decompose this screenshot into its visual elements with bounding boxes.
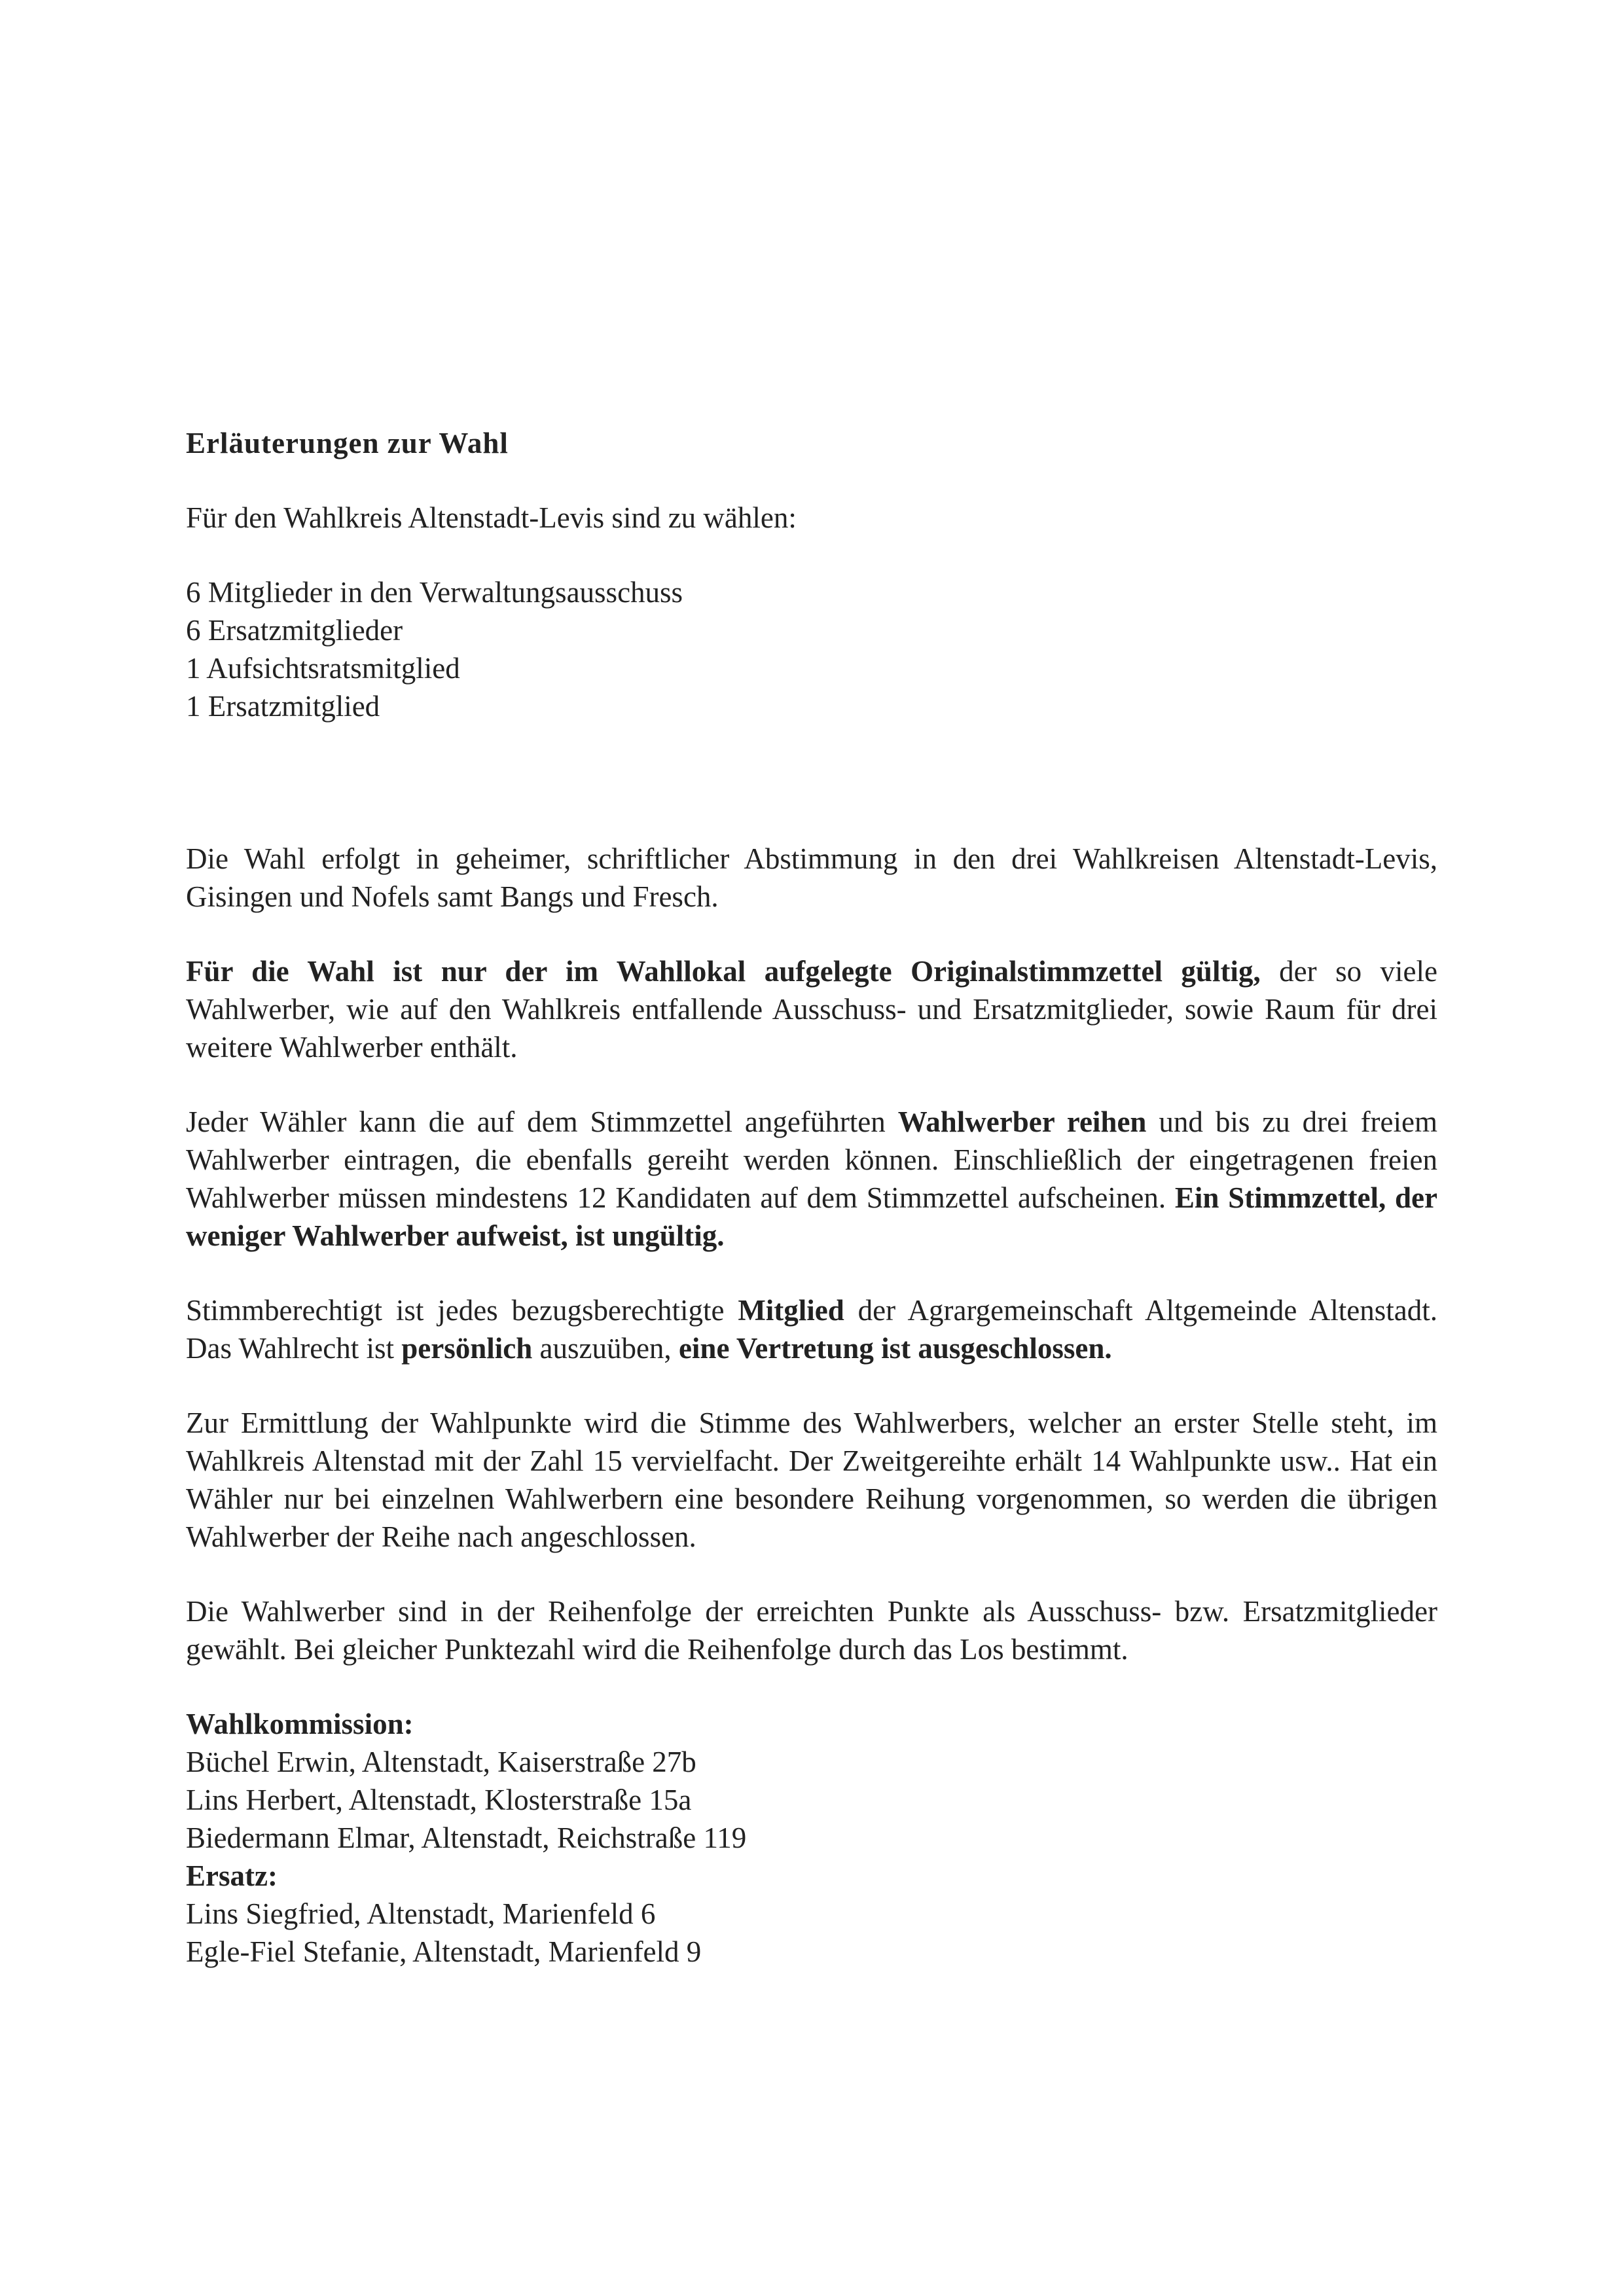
position-item: 6 Ersatzmitglieder (186, 614, 403, 647)
eligibility-text-2: der Agrargemeinschaft Altgemeinde Altenstadt. Das Wahlrecht ist (186, 1294, 1437, 1365)
eligibility-paragraph (186, 1291, 1437, 1367)
position-item: 1 Ersatzmitglied (186, 690, 380, 723)
ballot-validity-bold: Für die Wahl ist nur der im Wahllokal aufgelegte Originalstimmzettel gültig, (186, 955, 1261, 988)
eligibility-bold-1: Mitglied (738, 1294, 844, 1327)
voter-rules-paragraph (186, 1103, 1437, 1255)
document-body (186, 424, 1437, 1971)
eligibility-text-3: auszuüben, (532, 1332, 679, 1365)
commission-member: Lins Herbert, Altenstadt, Klosterstraße 15a (186, 1784, 692, 1816)
intro-text: Für den Wahlkreis Altenstadt-Levis sind zu wählen: (186, 501, 797, 534)
position-item: 6 Mitglieder in den Verwaltungsausschuss (186, 576, 683, 609)
position-item: 1 Aufsichtsratsmitglied (186, 652, 460, 685)
eligibility-bold-2: persönlich (401, 1332, 533, 1365)
voter-rules-bold-2: Ein Stimmzettel, der weniger Wahlwerber aufweist, ist ungültig. (186, 1181, 1438, 1252)
commission-member: Biedermann Elmar, Altenstadt, Reichstraße 119 (186, 1821, 747, 1854)
order-paragraph: Die Wahlwerber sind in der Reihenfolge der erreichten Punkte als Ausschuss- bzw. Ersatzmitglieder gewählt. Bei gleicher Punktezahl wird die Reihenfolge durch das Los bestimmt. (186, 1595, 1437, 1666)
substitute-member: Egle-Fiel Stefanie, Altenstadt, Marienfeld 9 (186, 1935, 702, 1968)
substitute-heading: Ersatz: (186, 1859, 278, 1892)
page-title: Erläuterungen zur Wahl (186, 427, 509, 459)
ballot-validity-paragraph (186, 952, 1437, 1066)
commission-section (186, 1705, 1437, 1971)
commission-member: Büchel Erwin, Altenstadt, Kaiserstraße 27b (186, 1746, 696, 1778)
voter-rules-bold-1: Wahlwerber reihen (897, 1105, 1147, 1138)
secret-ballot-paragraph: Die Wahl erfolgt in geheimer, schriftlicher Abstimmung in den drei Wahlkreisen Altenstadt-Levis, Gisingen und Nofels samt Bangs und Fresch. (186, 842, 1437, 913)
positions-list (186, 573, 1437, 725)
points-paragraph: Zur Ermittlung der Wahlpunkte wird die Stimme des Wahlwerbers, welcher an erster Stelle steht, im Wahlkreis Altenstad mit der Zahl 15 vervielfacht. Der Zweitgereihte erhält 14 Wahlpunkte usw.. Hat ein Wähler nur bei einzelnen Wahlwerbern eine besondere Reihung vorgenommen, so werden die übrigen Wahlwerber der Reihe nach angeschlossen. (186, 1407, 1437, 1553)
commission-heading: Wahlkommission: (186, 1708, 414, 1740)
voter-rules-text-2: und bis zu drei freiem Wahlwerber eintragen, die ebenfalls gereiht werden können. Einschließlich der eingetragenen freien Wahlwerber müssen mindestens 12 Kandidaten auf dem Stimmzettel aufscheinen. (186, 1105, 1437, 1214)
ballot-validity-text: der so viele Wahlwerber, wie auf den Wahlkreis entfallende Ausschuss- und Ersatzmitglieder, sowie Raum für drei weitere Wahlwerber enthält. (186, 955, 1438, 1064)
voter-rules-text-1: Jeder Wähler kann die auf dem Stimmzettel angeführten (186, 1105, 898, 1138)
eligibility-bold-3: eine Vertretung ist ausgeschlossen. (678, 1332, 1112, 1365)
substitute-member: Lins Siegfried, Altenstadt, Marienfeld 6 (186, 1897, 656, 1930)
eligibility-text-1: Stimmberechtigt ist jedes bezugsberechtigte (186, 1294, 738, 1327)
